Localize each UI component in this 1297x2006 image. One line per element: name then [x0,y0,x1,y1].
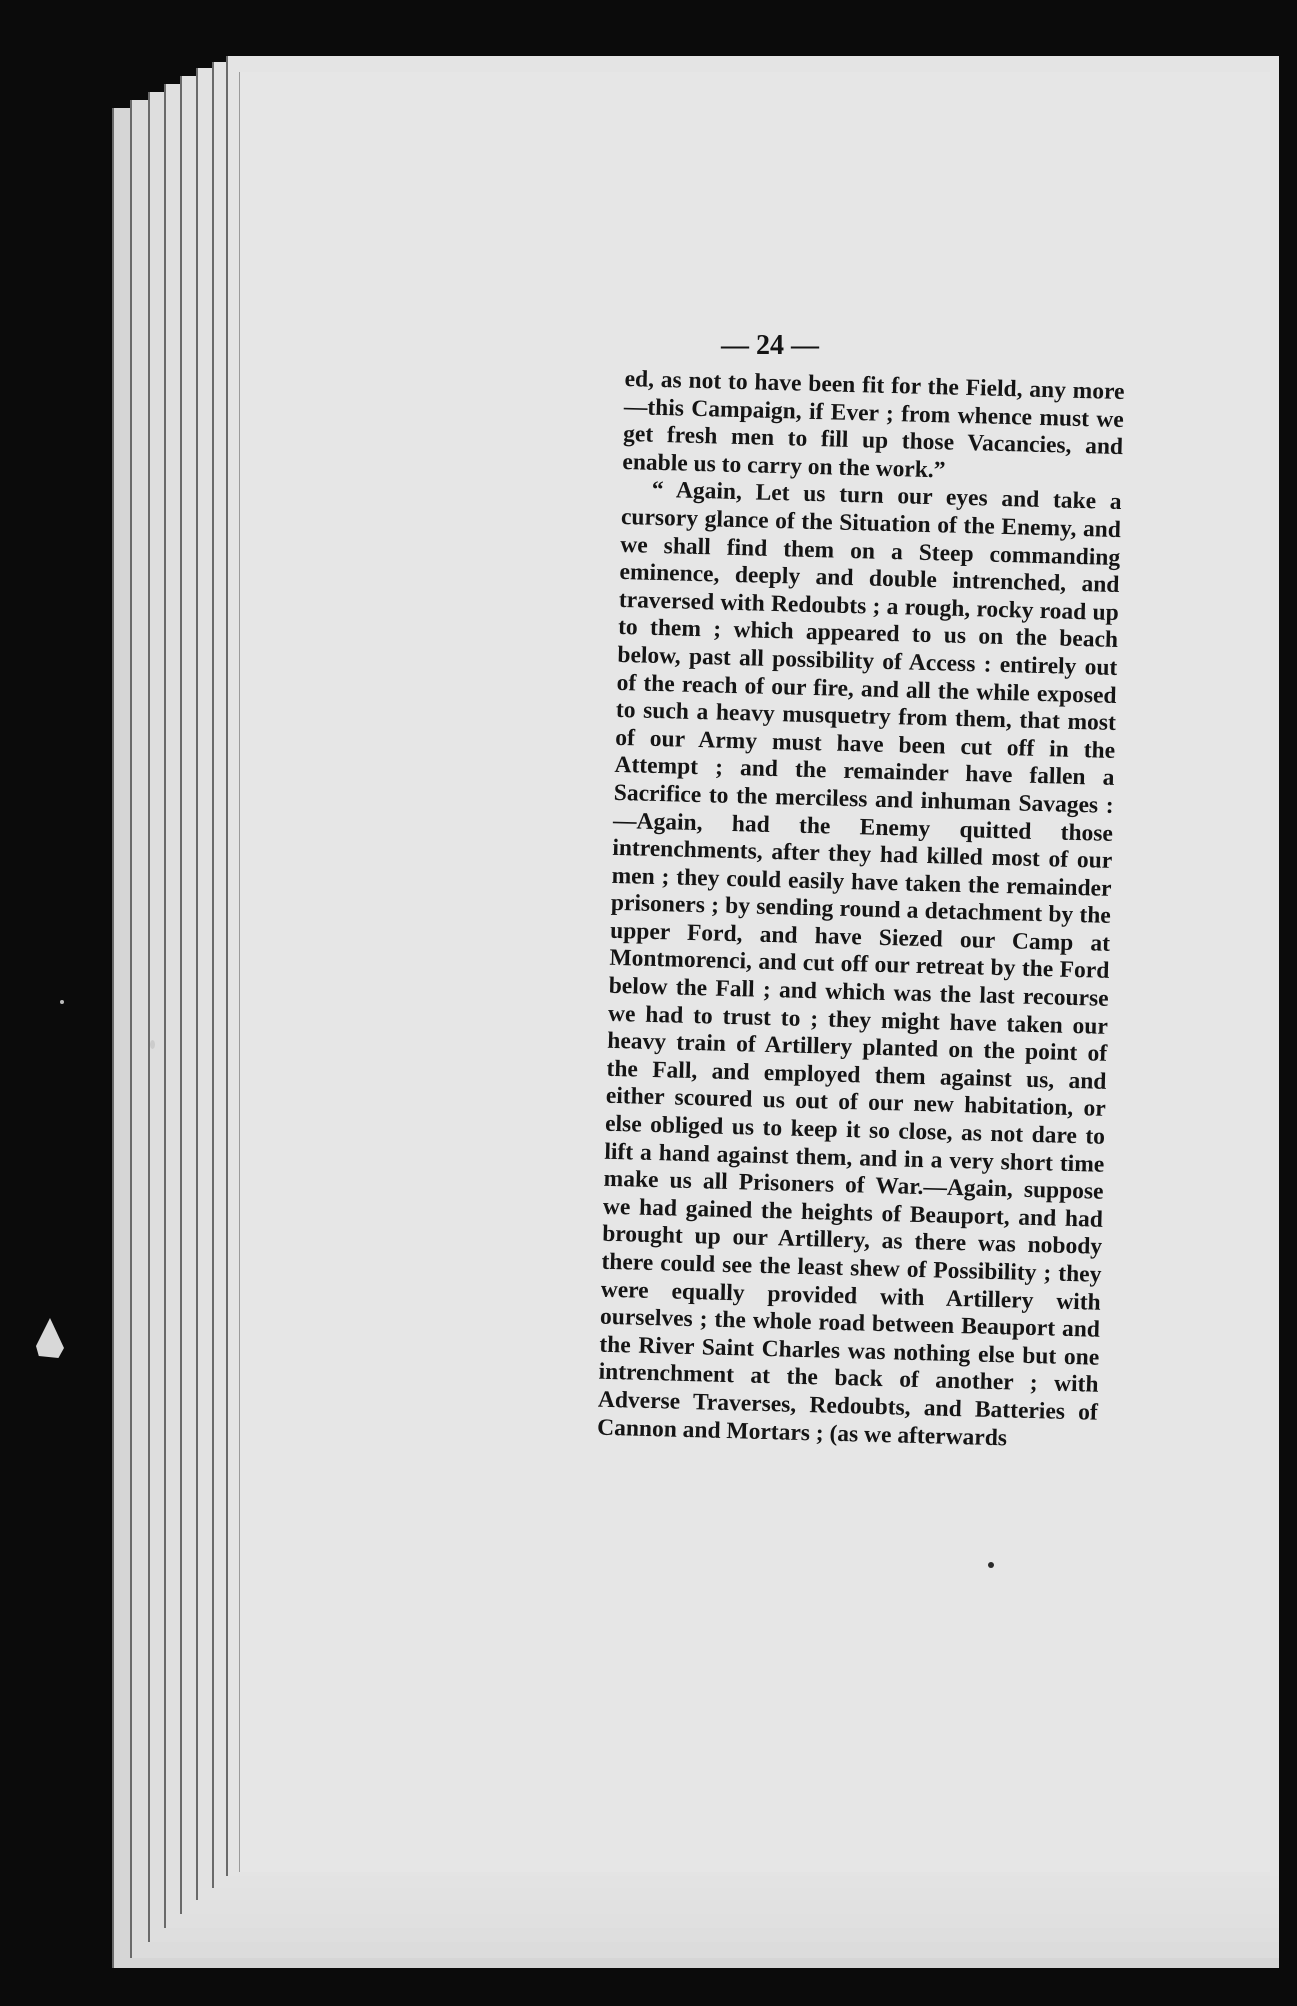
dust-speck [988,1562,994,1568]
book-page [240,72,1270,1872]
scan-artifact [150,1040,155,1049]
scan-artifact [60,1000,64,1004]
scan-border [1279,0,1297,2006]
paragraph: ed, as not to have been fit for the Field, any more—this Campaign, if Ever ; from whence must we get fresh men to fill up those Vacancies, and enable us to carry on the work.” [622,366,1125,484]
paragraph: “ Again, Let us turn our eyes and take a cursory glance of the Situation of the Enemy, and we shall find them on a Steep commanding eminence, deeply and double intrenched, and traversed with Redoubts ; a rough, rocky road up to them ; which appeared to us on the beach below, past all possibility of Access : entirely out of the reach of our fire, and all the while exposed to such a heavy musquetry from them, that most of our Army must have been cut off in the Attempt ; and the remainder have fallen a Sacrifice to the merciless and inhuman Savages :—Again, had the Enemy quitted those intrenchments, after they had killed most of our men ; they could easily have taken the remainder prisoners ; by sending round a detachment by the upper Ford, and have Siezed our Camp at Montmorenci, and cut off our retreat by the Ford below the Fall ; and which was the last recourse we had to trust to ; they might have taken our heavy train of Artillery planted on the point of the Fall, and employed them against us, and either scoured us out of our new habitation, or else obliged us to keep it so close, as not dare to lift a hand against them, and in a very short time make us all Prisoners of War.—Again, suppose we had gained the heights of Beauport, and had brought up our Artillery, as there was nobody there could see the least shew of Possibility ; they were equally provided with Artillery with ourselves ; the whole road between Beauport and the River Saint Charles was nothing else but one intrenchment at the back of another ; with Adverse Traverses, Redoubts, and Batteries of Cannon and Mortars ; (as we afterwards [596,477,1122,1451]
scan-artifact [36,1318,64,1358]
body-text [597,366,1125,1455]
page-number: — 24 — [721,330,819,361]
